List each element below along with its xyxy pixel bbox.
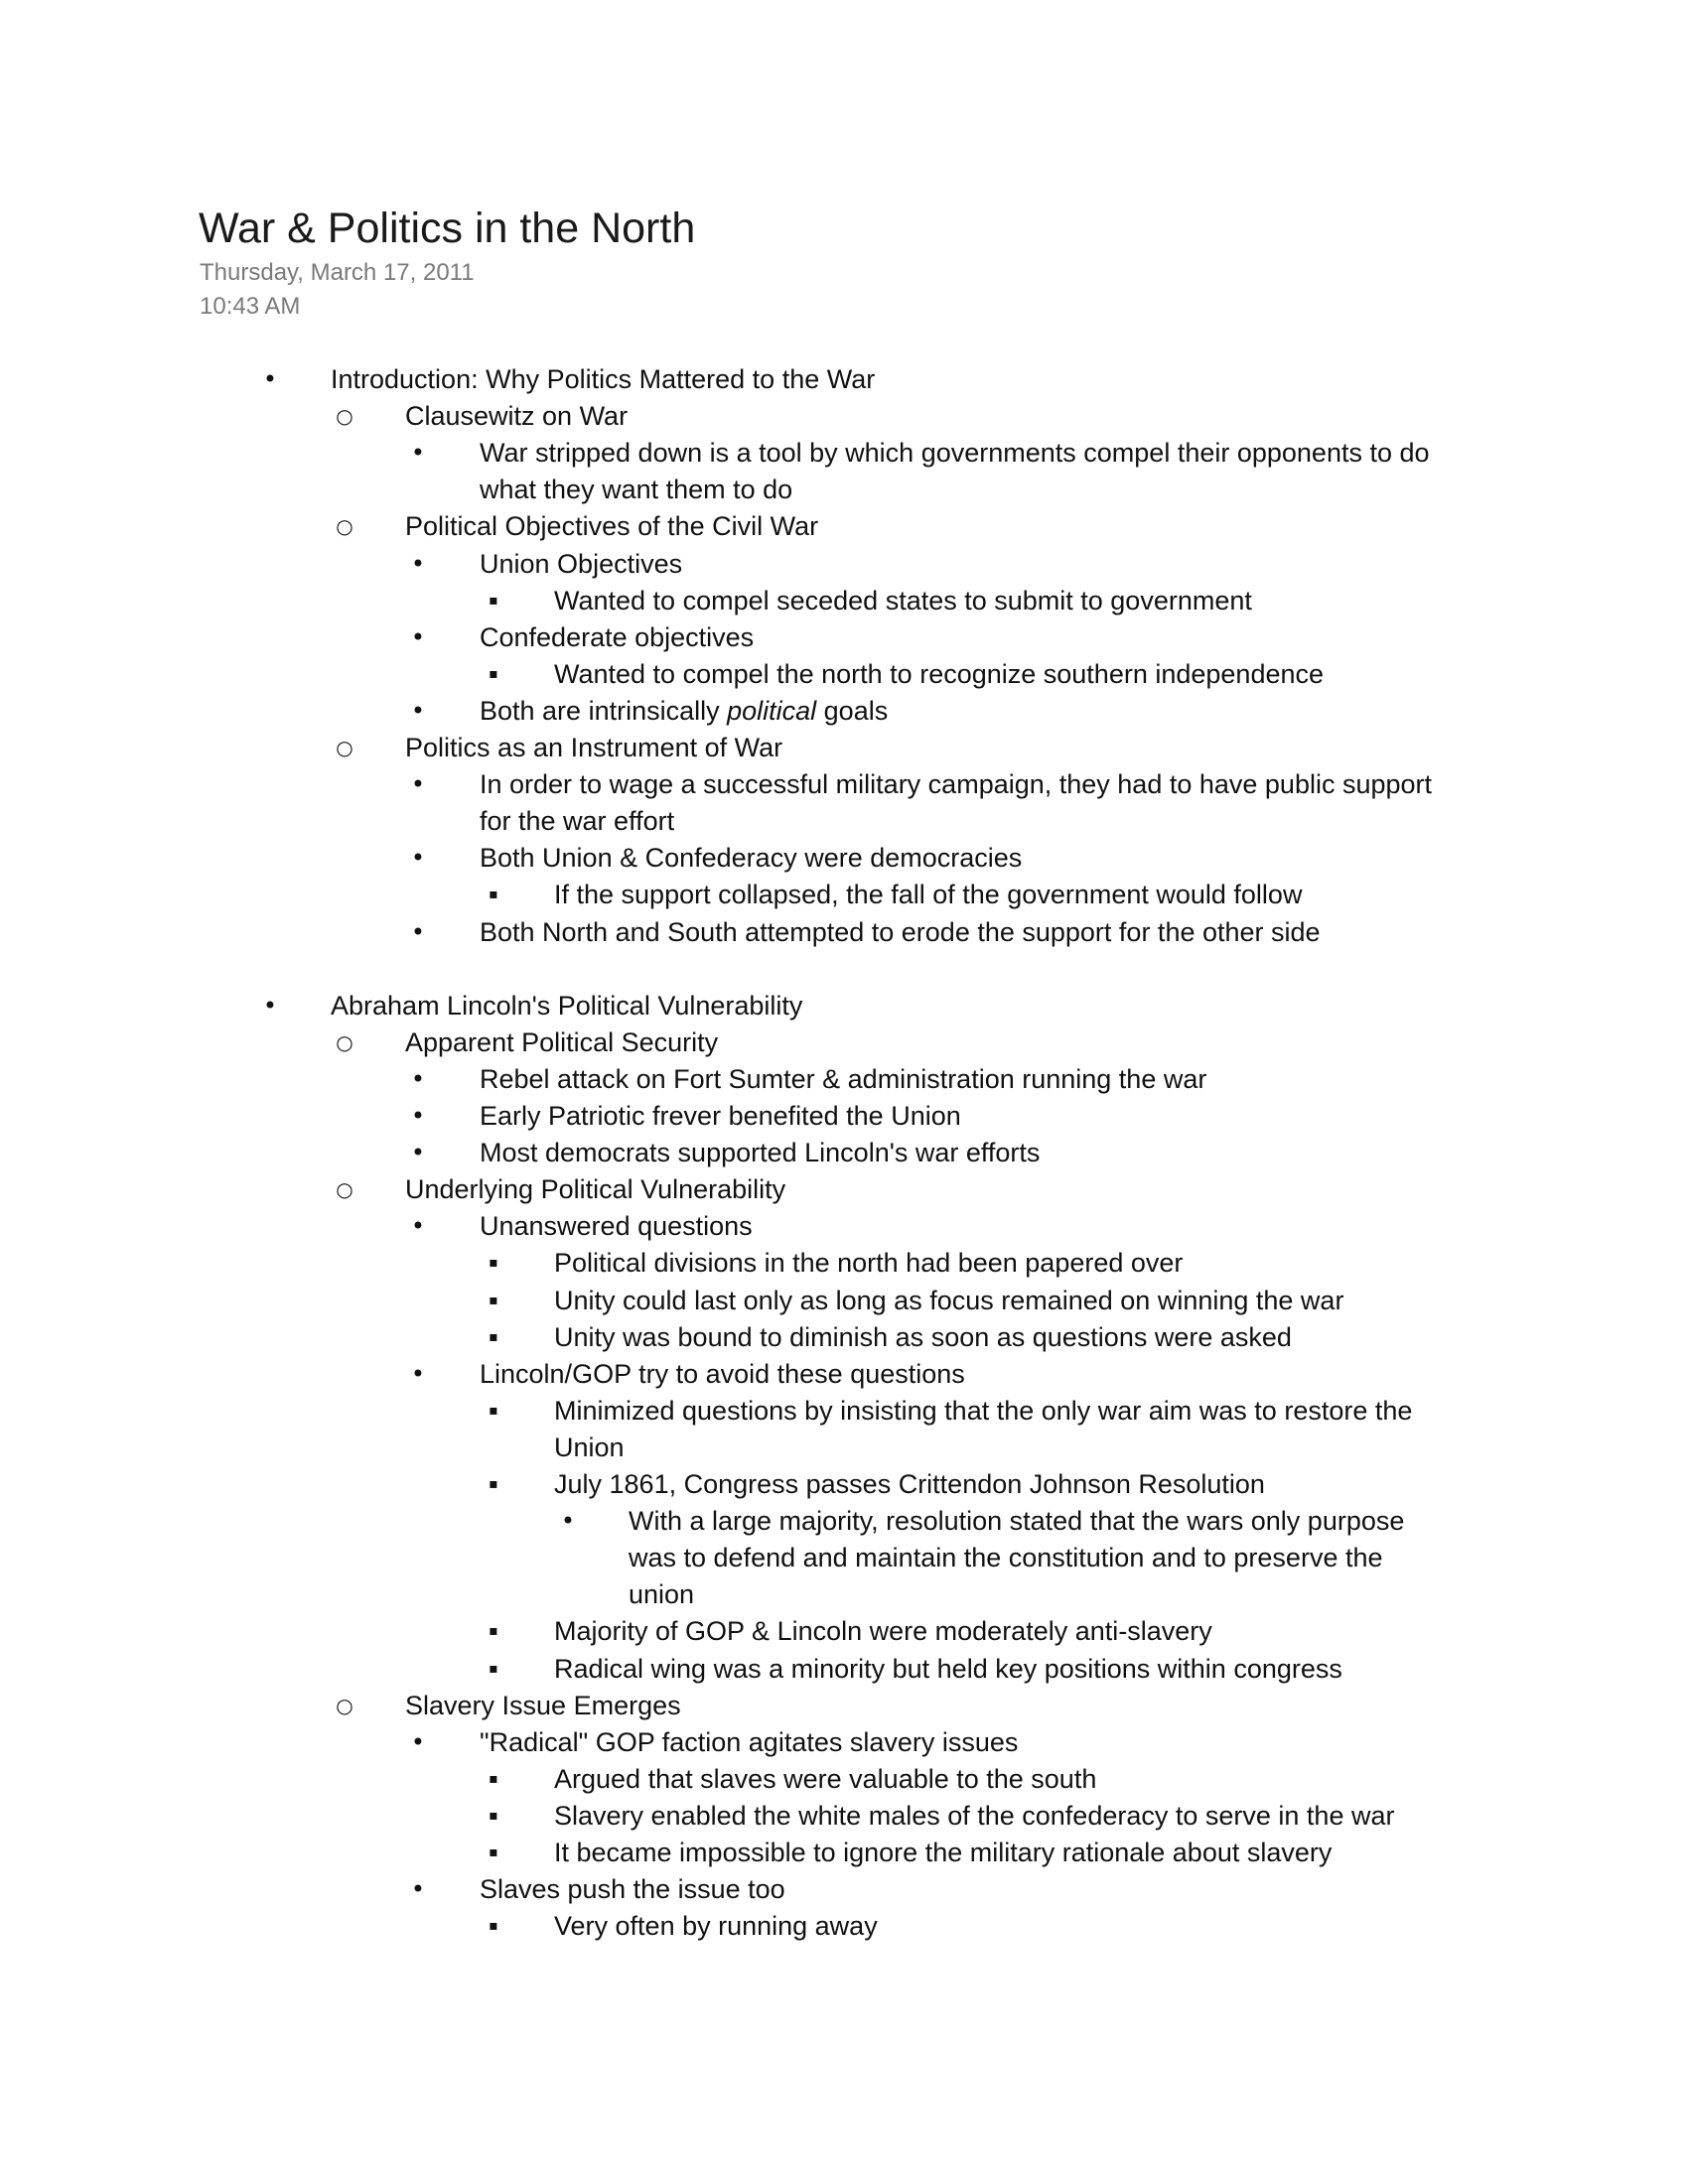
outline-item-text: "Radical" GOP faction agitates slavery issues xyxy=(480,1726,1019,1757)
outline-item-text: Introduction: Why Politics Mattered to the War xyxy=(331,364,876,394)
bullet-icon: • xyxy=(410,917,426,946)
outline-item-text: Clausewitz on War xyxy=(405,401,629,432)
outline-item-continuation: was to defend and maintain the constitution and to preserve the xyxy=(629,1543,1383,1573)
outline-item-level-4 xyxy=(0,1466,1688,1503)
outline-item-text: Radical wing was a minority but held key positions within congress xyxy=(554,1653,1342,1684)
outline-item-text: Wanted to compel seceded states to submit to government xyxy=(554,585,1252,615)
outline-item-text: Apparent Political Security xyxy=(405,1026,719,1057)
outline-item-level-3 xyxy=(0,1061,1688,1098)
outline-item-text: Unity could last only as long as focus remained on winning the war xyxy=(554,1285,1344,1315)
bullet-icon: • xyxy=(410,1875,426,1904)
outline-item-text: Both North and South attempted to erode the support for the other side xyxy=(480,916,1321,947)
bullet-icon: ▪ xyxy=(489,1402,498,1419)
outline-item-level-3 xyxy=(0,1135,1688,1171)
outline-item-continuation: union xyxy=(629,1579,695,1610)
outline-item-level-3 xyxy=(0,435,1688,472)
outline-item-level-5 xyxy=(0,1576,1688,1613)
outline-item-level-3 xyxy=(0,1098,1688,1135)
outline-item-text: If the support collapsed, the fall of the government would follow xyxy=(554,880,1303,910)
outline-item-continuation: what they want them to do xyxy=(480,475,793,505)
outline-item-text: Early Patriotic frever benefited the Union xyxy=(480,1101,961,1131)
outline-item-level-4 xyxy=(0,1613,1688,1650)
bullet-icon: • xyxy=(262,991,278,1020)
bullet-icon: • xyxy=(410,1359,426,1388)
outline-item-text: Confederate objectives xyxy=(480,621,755,652)
bullet-icon: • xyxy=(410,770,426,799)
outline-item-text: Lincoln/GOP try to avoid these questions xyxy=(480,1358,965,1389)
outline-item-level-3 xyxy=(0,619,1688,656)
outline-item-text: Underlying Political Vulnerability xyxy=(405,1174,786,1205)
bullet-icon: • xyxy=(410,439,426,468)
bullet-icon: ▪ xyxy=(489,1660,498,1677)
outline-item-text: Both Union & Confederacy were democracies xyxy=(480,843,1023,874)
outline-item-text: Minimized questions by insisting that the only war aim was to restore the xyxy=(554,1395,1413,1426)
bullet-icon: ○ xyxy=(336,736,353,759)
outline-item-text: Rebel attack on Fort Sumter & administration running the war xyxy=(480,1063,1207,1094)
bullet-icon: • xyxy=(560,1507,576,1536)
bullet-icon: ○ xyxy=(336,404,353,429)
outline-item-text: Politics as an Instrument of War xyxy=(405,733,783,762)
outline-item-level-4 xyxy=(0,656,1688,693)
bullet-icon: ▪ xyxy=(489,665,498,682)
outline-item-level-3 xyxy=(0,1871,1688,1908)
note-time: 10:43 AM xyxy=(200,293,301,320)
outline-item-text: Wanted to compel the north to recognize southern independence xyxy=(554,658,1325,689)
outline-item-continuation: for the war effort xyxy=(480,806,675,837)
bullet-icon: • xyxy=(410,844,426,873)
outline-item-level-2 xyxy=(0,1171,1688,1208)
bullet-icon: ○ xyxy=(336,1029,353,1054)
note-date: Thursday, March 17, 2011 xyxy=(200,259,475,286)
outline-item-level-3 xyxy=(0,1208,1688,1245)
outline-item-level-4 xyxy=(0,1835,1688,1871)
outline-item-text: Slaves push the issue too xyxy=(480,1874,785,1905)
outline-item-level-4 xyxy=(0,1798,1688,1835)
outline-item-text: Majority of GOP & Lincoln were moderately anti-slavery xyxy=(554,1616,1212,1647)
bullet-icon: • xyxy=(410,1064,426,1093)
outline-item-level-4 xyxy=(0,1393,1688,1430)
outline-item-level-4 xyxy=(0,1245,1688,1282)
text-segment: Both are intrinsically xyxy=(480,695,728,726)
outline-item-level-3 xyxy=(0,546,1688,583)
bullet-icon: • xyxy=(410,1727,426,1756)
outline-item-level-3 xyxy=(0,693,1688,730)
bullet-icon: ○ xyxy=(336,1177,353,1202)
bullet-icon: • xyxy=(410,1139,426,1167)
outline-item-text: Very often by running away xyxy=(554,1911,878,1942)
outline-item-text: Slavery enabled the white males of the confederacy to serve in the war xyxy=(554,1800,1395,1831)
outline-item-text: Most democrats supported Lincoln's war efforts xyxy=(480,1138,1041,1168)
bullet-icon: ▪ xyxy=(489,592,498,609)
bullet-icon: • xyxy=(410,622,426,651)
outline-item-level-5 xyxy=(0,1503,1688,1540)
outline-item-level-1 xyxy=(0,988,1688,1024)
outline-item-text xyxy=(480,693,888,730)
bullet-icon: ▪ xyxy=(489,1255,498,1272)
outline-item-text: Abraham Lincoln's Political Vulnerability xyxy=(331,990,803,1021)
outline-item-level-2 xyxy=(0,730,1688,766)
bullet-icon: ▪ xyxy=(489,1328,498,1345)
bullet-icon: • xyxy=(410,1212,426,1241)
outline-item-level-5 xyxy=(0,1540,1688,1576)
outline-item-continuation: Union xyxy=(554,1432,625,1462)
outline-item-level-3 xyxy=(0,914,1688,951)
text-segment: goals xyxy=(816,695,889,726)
outline-item-level-4 xyxy=(0,877,1688,913)
outline-item-level-4 xyxy=(0,1908,1688,1945)
outline-item-level-1 xyxy=(0,361,1688,398)
bullet-icon: ▪ xyxy=(489,1844,498,1860)
bullet-icon: ▪ xyxy=(489,1918,498,1935)
bullet-icon: • xyxy=(410,696,426,725)
outline-item-level-3 xyxy=(0,1724,1688,1761)
outline-item-level-2 xyxy=(0,398,1688,435)
outline-item-text: With a large majority, resolution stated that the wars only purpose xyxy=(629,1506,1405,1537)
outline-item-text: Slavery Issue Emerges xyxy=(405,1690,681,1720)
outline-item-level-4 xyxy=(0,1761,1688,1798)
outline-item-text: Argued that slaves were valuable to the south xyxy=(554,1763,1097,1794)
outline-item-text: Political Objectives of the Civil War xyxy=(405,511,819,542)
bullet-icon: • xyxy=(410,1102,426,1130)
outline-item-level-4 xyxy=(0,583,1688,619)
bullet-icon: ○ xyxy=(336,514,353,539)
bullet-icon: ▪ xyxy=(489,1292,498,1308)
outline-item-level-2 xyxy=(0,1688,1688,1724)
outline-item-level-3 xyxy=(0,1356,1688,1393)
bullet-icon: ▪ xyxy=(489,1807,498,1824)
outline-item-level-3 xyxy=(0,840,1688,877)
outline-item-text: Unanswered questions xyxy=(480,1211,753,1242)
outline-item-level-4 xyxy=(0,1283,1688,1319)
outline-item-level-2 xyxy=(0,1024,1688,1061)
bullet-icon: ▪ xyxy=(489,1770,498,1787)
outline-item-level-3 xyxy=(0,766,1688,803)
outline-item-text: Unity was bound to diminish as soon as questions were asked xyxy=(554,1321,1292,1352)
outline-item-level-4 xyxy=(0,1430,1688,1466)
bullet-icon: ▪ xyxy=(489,1476,498,1492)
outline-item-text: It became impossible to ignore the military rationale about slavery xyxy=(554,1838,1333,1867)
bullet-icon: • xyxy=(410,549,426,578)
outline-item-text: In order to wage a successful military campaign, they had to have public support xyxy=(480,769,1433,800)
bullet-icon: ▪ xyxy=(489,1623,498,1640)
outline-item-text: Union Objectives xyxy=(480,548,683,579)
outline-item-text: War stripped down is a tool by which governments compel their opponents to do xyxy=(480,438,1430,469)
page-title: War & Politics in the North xyxy=(199,205,696,252)
outline-item-level-4 xyxy=(0,1319,1688,1356)
outline-item-level-2 xyxy=(0,508,1688,545)
outline-item-level-3 xyxy=(0,472,1688,508)
outline-item-text: Political divisions in the north had been papered over xyxy=(554,1248,1184,1279)
outline-item-level-3 xyxy=(0,803,1688,840)
italic-text-segment: political xyxy=(727,695,817,726)
bullet-icon: ▪ xyxy=(489,887,498,903)
outline-item-text: July 1861, Congress passes Crittendon Johnson Resolution xyxy=(554,1469,1265,1499)
outline-item-level-4 xyxy=(0,1651,1688,1688)
bullet-icon: • xyxy=(262,365,278,393)
bullet-icon: ○ xyxy=(336,1693,353,1717)
